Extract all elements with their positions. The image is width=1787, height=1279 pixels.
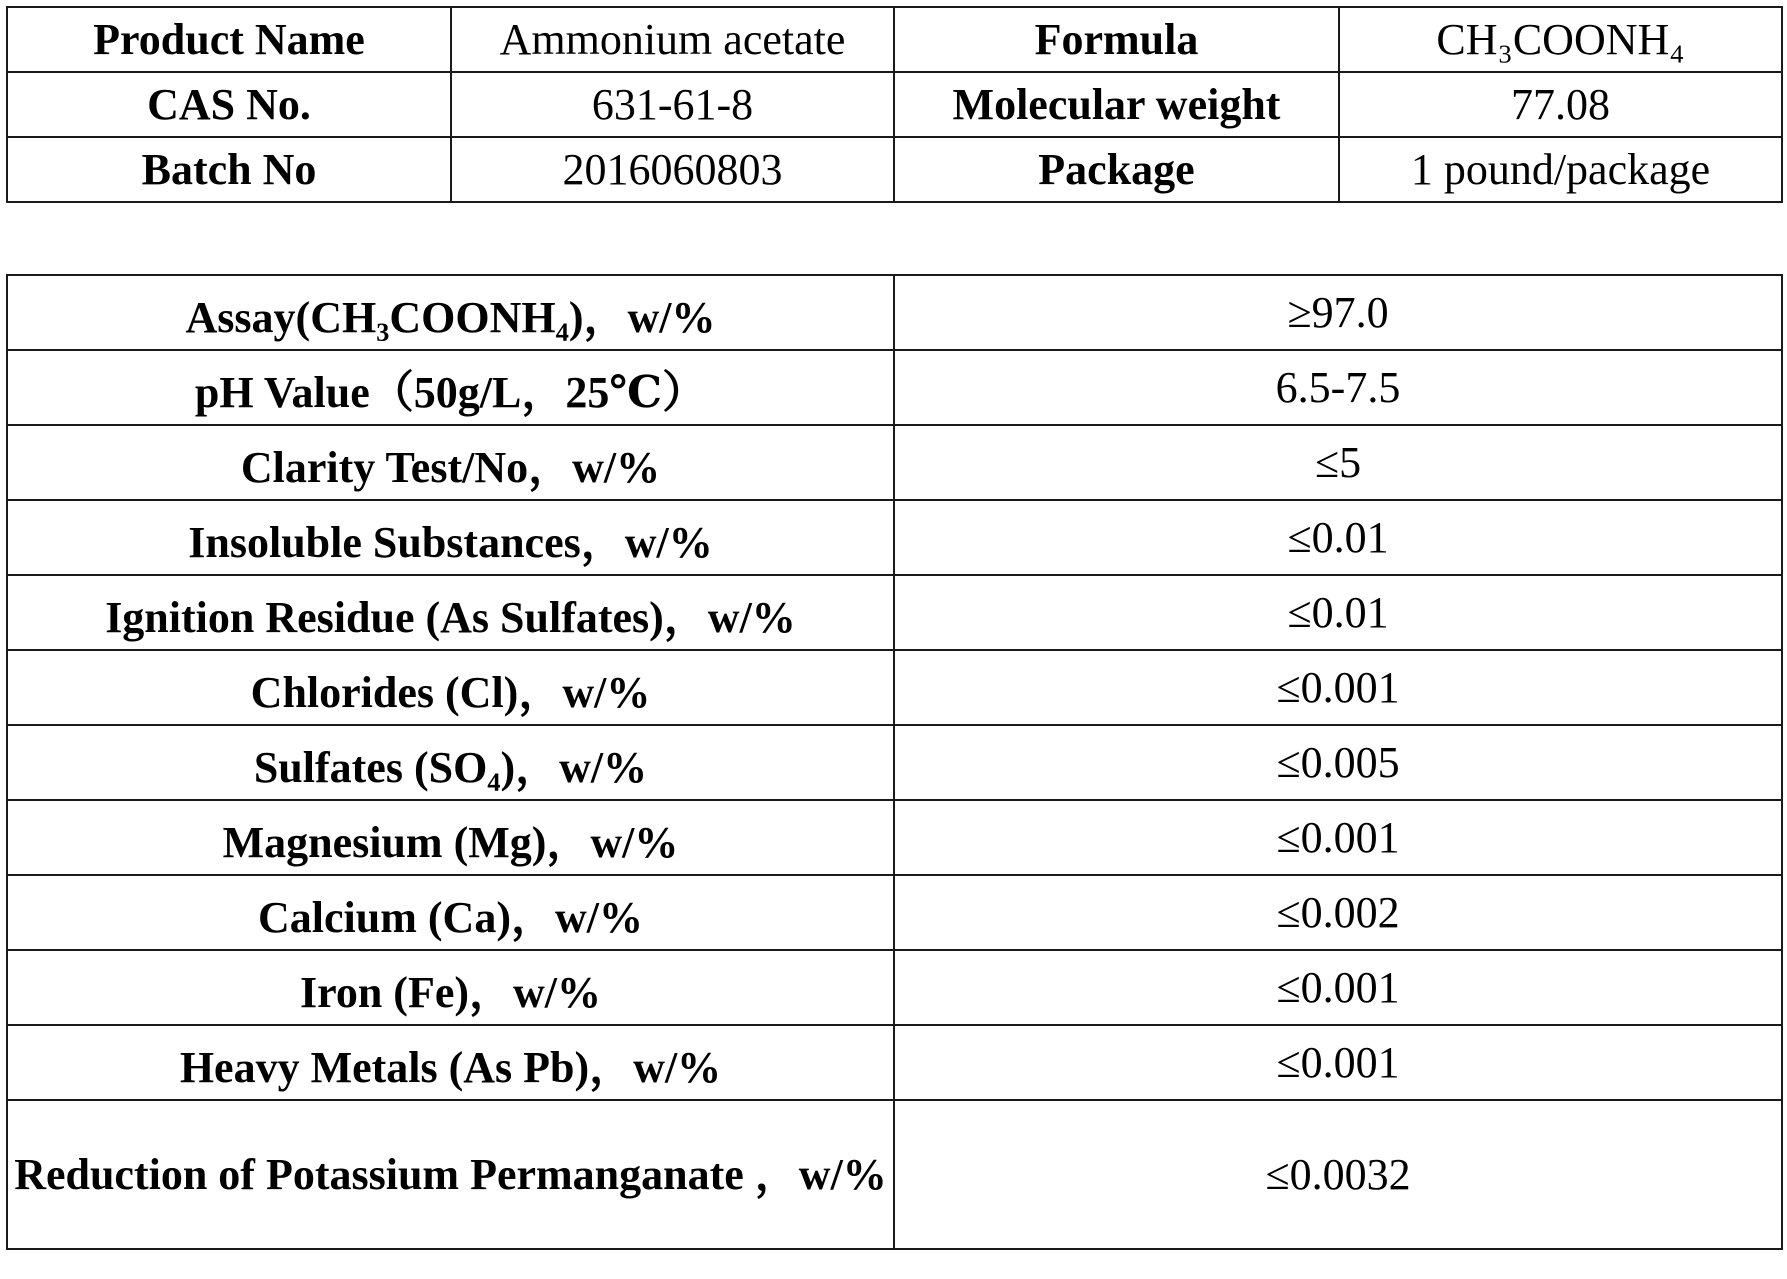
spec-item-ignition-residue: Ignition Residue (As Sulfates)，w/% [7, 575, 894, 650]
spec-value-ph: 6.5-7.5 [894, 350, 1782, 425]
package-value: 1 pound/package [1339, 137, 1782, 202]
spec-value-kmno4-reduction: ≤0.0032 [894, 1100, 1782, 1249]
spec-row [7, 425, 1782, 500]
spec-item-ph: pH Value（50g/L，25℃） [7, 350, 894, 425]
spec-row [7, 875, 1782, 950]
spec-value-calcium: ≤0.002 [894, 875, 1782, 950]
spec-row [7, 950, 1782, 1025]
batch-no-value: 2016060803 [451, 137, 894, 202]
cas-no-label: CAS No. [7, 72, 451, 137]
spec-row [7, 350, 1782, 425]
spec-value-clarity: ≤5 [894, 425, 1782, 500]
info-row [7, 7, 1782, 72]
spec-row [7, 650, 1782, 725]
formula-value: CH₃COONH₄ [1339, 7, 1782, 72]
spec-item-magnesium: Magnesium (Mg)，w/% [7, 800, 894, 875]
spec-value-magnesium: ≤0.001 [894, 800, 1782, 875]
product-info-table [6, 6, 1783, 203]
spec-value-ignition-residue: ≤0.01 [894, 575, 1782, 650]
spec-row [7, 1100, 1782, 1249]
spec-item-kmno4-reduction: Reduction of Potassium Permanganate ，w/% [7, 1100, 894, 1249]
specifications-table [6, 274, 1783, 1250]
spec-value-assay: ≥97.0 [894, 275, 1782, 350]
molecular-weight-label: Molecular weight [894, 72, 1339, 137]
spec-value-iron: ≤0.001 [894, 950, 1782, 1025]
spec-item-assay: Assay(CH₃COONH₄)，w/% [7, 275, 894, 350]
spec-row [7, 500, 1782, 575]
spec-row [7, 800, 1782, 875]
info-row [7, 137, 1782, 202]
molecular-weight-value: 77.08 [1339, 72, 1782, 137]
spec-value-sulfates: ≤0.005 [894, 725, 1782, 800]
spec-row [7, 1025, 1782, 1100]
spec-item-iron: Iron (Fe)，w/% [7, 950, 894, 1025]
product-name-value: Ammonium acetate [451, 7, 894, 72]
spec-row [7, 575, 1782, 650]
formula-label: Formula [894, 7, 1339, 72]
spec-item-heavy-metals: Heavy Metals (As Pb)，w/% [7, 1025, 894, 1100]
info-row [7, 72, 1782, 137]
spec-value-insoluble: ≤0.01 [894, 500, 1782, 575]
spec-item-calcium: Calcium (Ca)，w/% [7, 875, 894, 950]
package-label: Package [894, 137, 1339, 202]
spec-value-heavy-metals: ≤0.001 [894, 1025, 1782, 1100]
spec-item-sulfates: Sulfates (SO₄)，w/% [7, 725, 894, 800]
batch-no-label: Batch No [7, 137, 451, 202]
spec-value-chlorides: ≤0.001 [894, 650, 1782, 725]
spec-row [7, 725, 1782, 800]
spec-row [7, 275, 1782, 350]
product-name-label: Product Name [7, 7, 451, 72]
spec-item-clarity: Clarity Test/No，w/% [7, 425, 894, 500]
cas-no-value: 631-61-8 [451, 72, 894, 137]
spec-item-chlorides: Chlorides (Cl)，w/% [7, 650, 894, 725]
spec-item-insoluble: Insoluble Substances，w/% [7, 500, 894, 575]
